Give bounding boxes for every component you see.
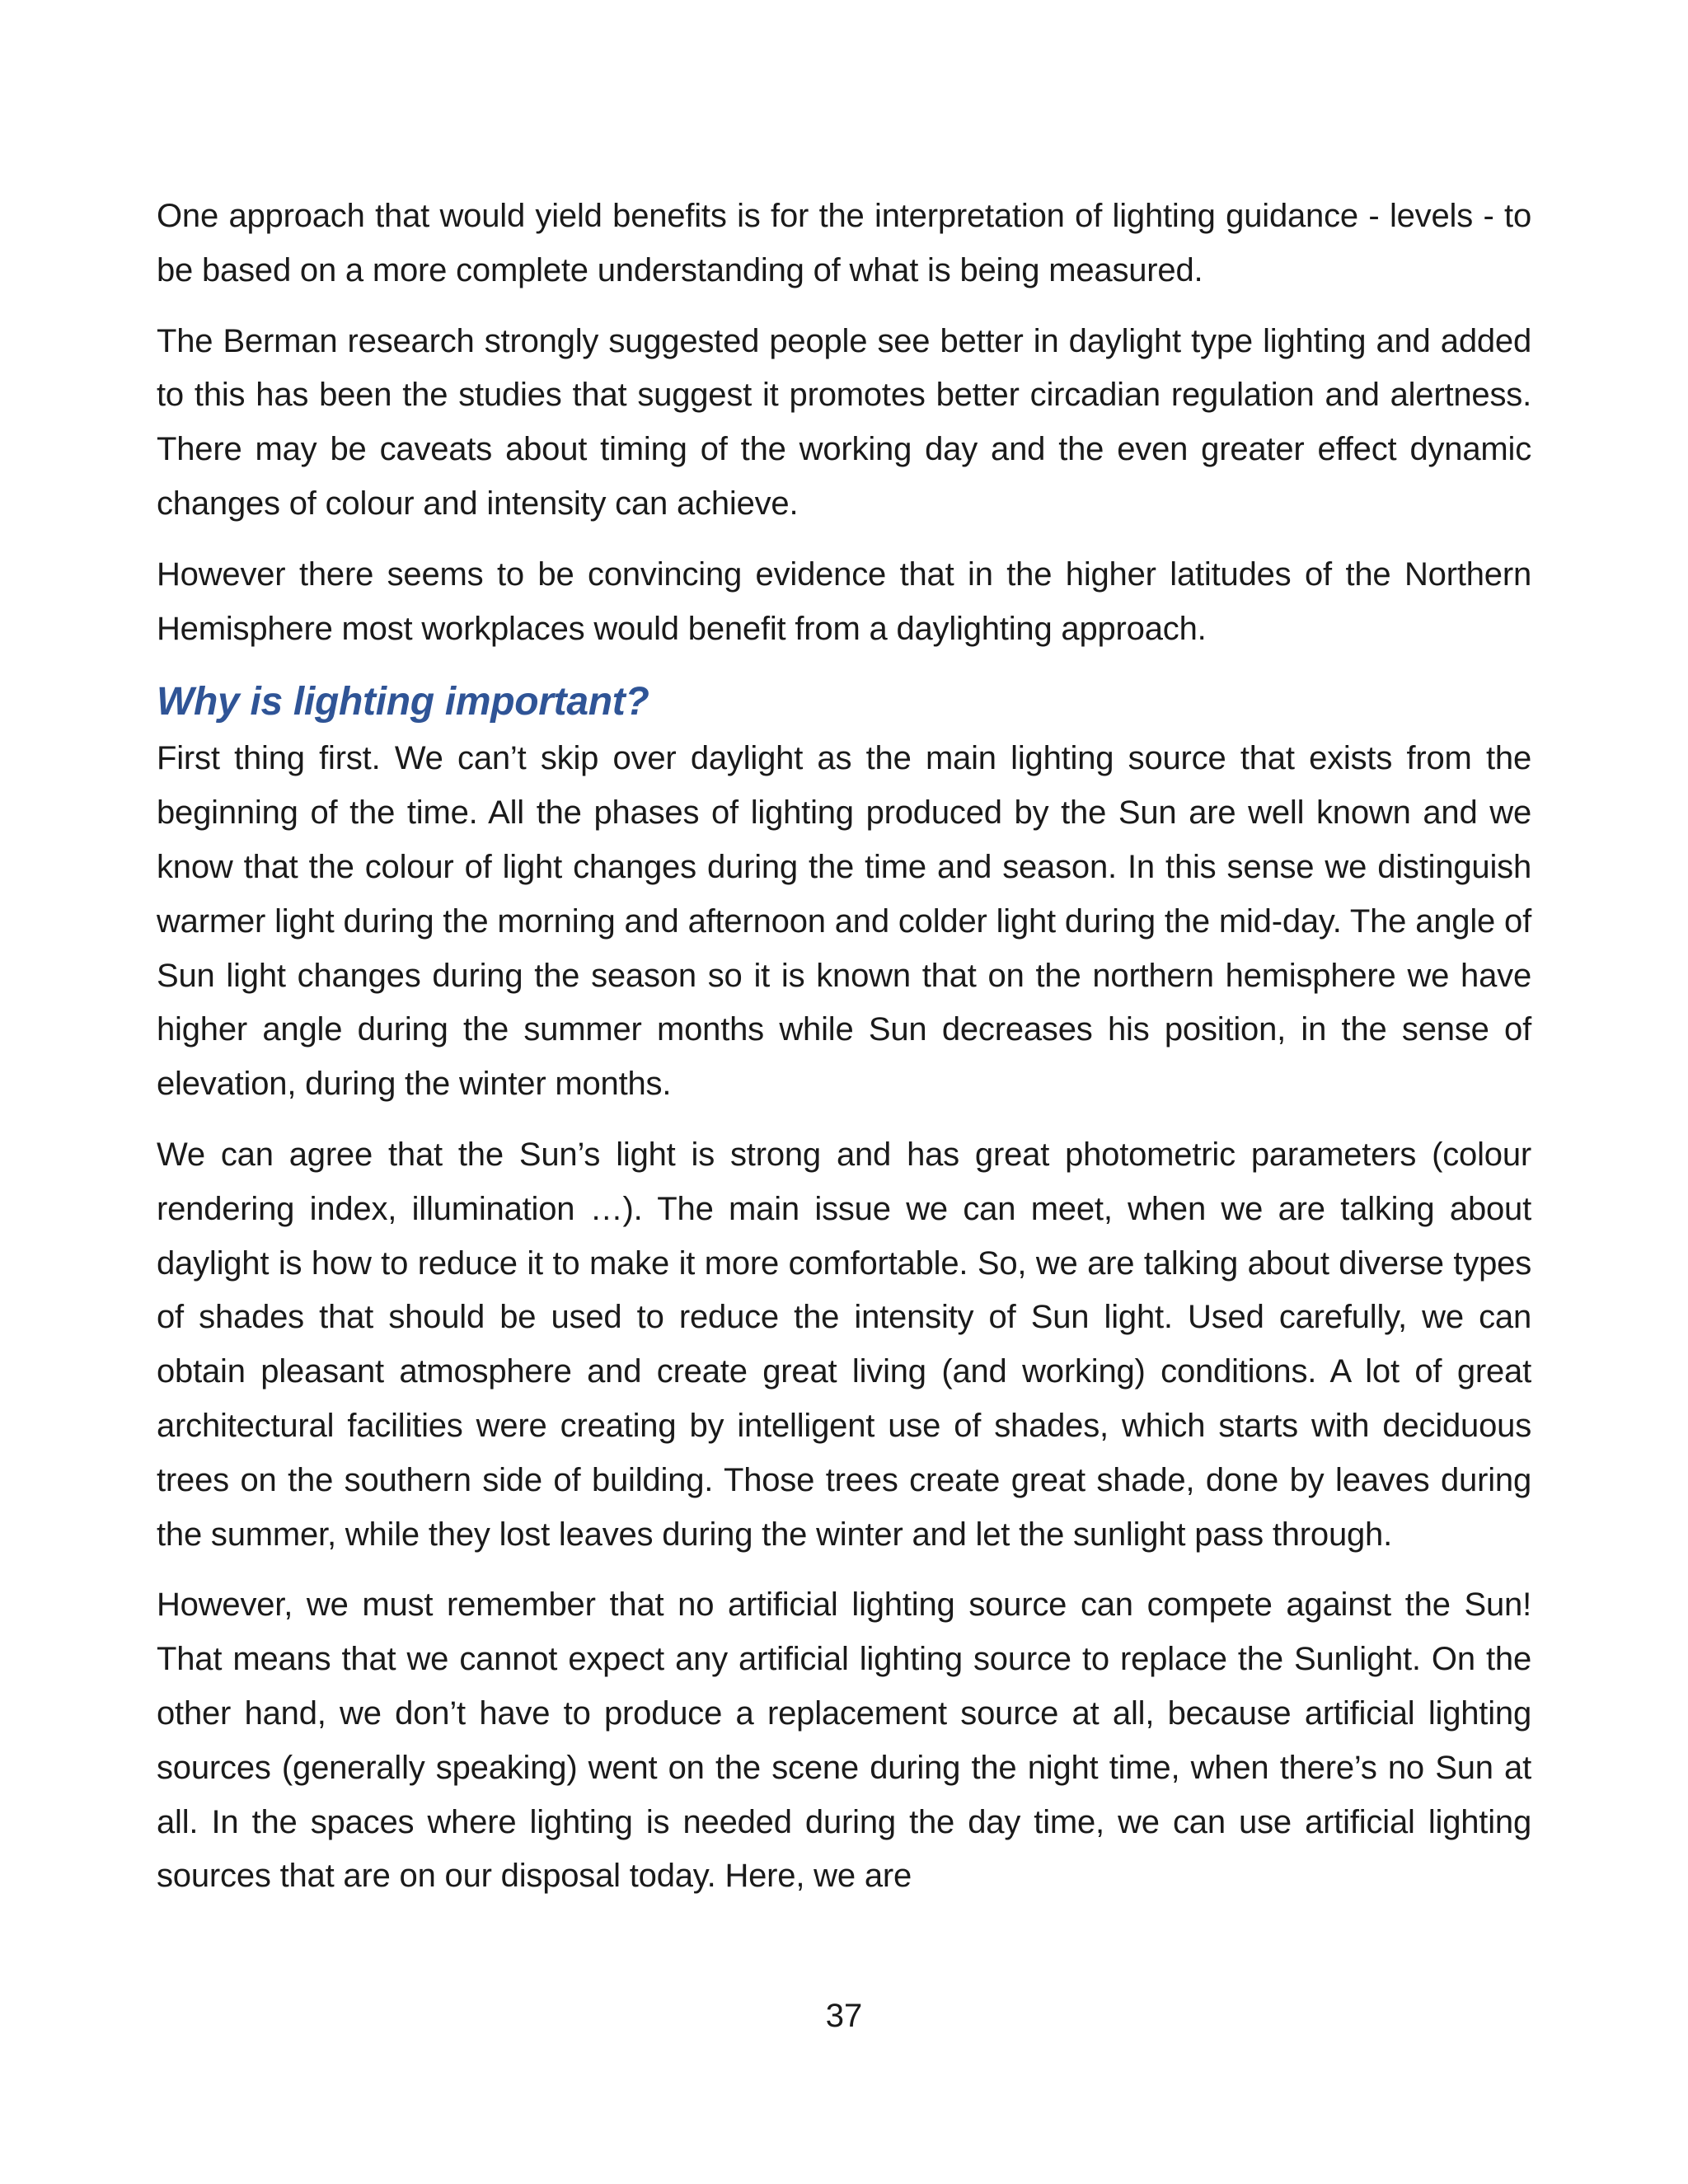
page-number: 37 — [825, 1998, 863, 2034]
page-content — [157, 190, 1531, 1920]
body-paragraph: One approach that would yield benefits is for the interpretation of lighting guidance - levels - to be based on a more complete understanding of what is being measured. — [157, 198, 1531, 288]
section-heading: Why is lighting important? — [157, 680, 649, 724]
body-paragraph: We can agree that the Sun’s light is strong and has great photometric parameters (colour rendering index, illumination …). The main issue we can meet, when we are talking about daylight is how to reduce it to make it more comfortable. So, we are talking about diverse types of shades that should be used to reduce the intensity of Sun light. Used carefully, we can obtain pleasant atmosphere and create great living (and working) conditions. A lot of great architectural facilities were creating by intelligent use of shades, which starts with deciduous trees on the southern side of building. Those trees create great shade, done by leaves during the summer, while they lost leaves during the winter and let the sunlight pass through. — [157, 1136, 1531, 1553]
body-paragraph: First thing first. We can’t skip over daylight as the main lighting source that exists from the beginning of the time. All the phases of lighting produced by the Sun are well known and we know that the colour of light changes during the time and season. In this sense we distinguish warmer light during the morning and afternoon and colder light during the mid-day. The angle of Sun light changes during the season so it is known that on the northern hemisphere we have higher angle during the summer months while Sun decreases his position, in the sense of elevation, during the winter months. — [157, 740, 1531, 1103]
body-paragraph: The Berman research strongly suggested people see better in daylight type lighting and added to this has been the studies that suggest it promotes better circadian regulation and alertness. There may be caveats about timing of the working day and the even greater effect dynamic changes of colour and intensity can achieve. — [157, 322, 1531, 522]
body-paragraph: However, we must remember that no artificial lighting source can compete against the Sun! That means that we cannot expect any artificial lighting source to replace the Sunlight. On the other hand, we don’t have to produce a replacement source at all, because artificial lighting sources (generally speaking) went on the scene during the night time, when there’s no Sun at all. In the spaces where lighting is needed during the day time, we can use artificial lighting sources that are on our disposal today. Here, we are — [157, 1586, 1531, 1895]
body-paragraph: However there seems to be convincing evidence that in the higher latitudes of the Northern Hemisphere most workplaces would benefit from a daylighting approach. — [157, 555, 1531, 647]
